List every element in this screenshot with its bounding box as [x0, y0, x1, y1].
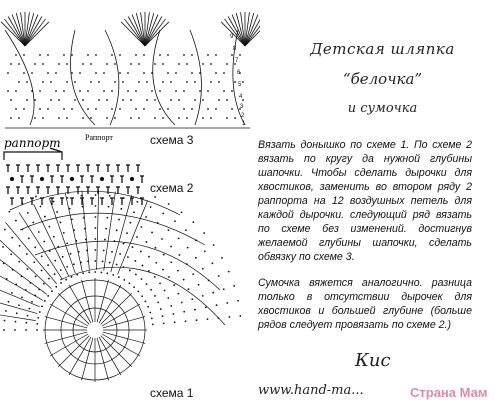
title-line2: “белочка” [342, 70, 423, 88]
scheme1-label: схема 1 [150, 386, 194, 400]
signature: Кис [355, 350, 391, 371]
title-line1: Детская шляпка [310, 40, 455, 58]
svg-text:8: 8 [233, 46, 237, 52]
svg-text:7: 7 [235, 58, 239, 64]
svg-text:3: 3 [240, 104, 244, 110]
watermark: Страна Мам [410, 385, 488, 400]
svg-text:9: 9 [230, 34, 234, 40]
scheme3-edging [1, 12, 260, 128]
scheme3-label: схема 3 [150, 133, 194, 147]
scheme1-round [0, 190, 225, 382]
svg-text:6: 6 [237, 70, 241, 76]
title-line3: и сумочка [347, 101, 418, 116]
svg-text:5: 5 [238, 82, 242, 88]
instructions-hat: Вязать донышко по схеме 1. По схеме 2 вязать по кругу да нужной глубины шапочки. Чтобы сделать дырочки для хвостиков, заменить во втором ряду 2 раппорта на 12 воздушных петель для каждой дырочки. следующий ряд вязать по схеме без изменений. достигнув желаемой глубины шапочки, сделать обвязку по схеме 3. [258, 139, 472, 263]
svg-text:1: 1 [242, 121, 246, 127]
scheme2-rows [6, 165, 144, 205]
site-url: www.hand-ma... [258, 383, 364, 398]
row-numbers [230, 34, 246, 127]
scheme3-stitches [7, 54, 244, 119]
rapport-label-left: раппорт [4, 136, 61, 150]
svg-text:2: 2 [241, 113, 245, 119]
scheme2-label: схема 2 [150, 181, 194, 195]
instructions-bag: Сумочка вяжется аналогично. разница только в отсутствии дырочек для хвостиков и большей глубине (больше рядов следует провязать по схеме 2.) [258, 277, 472, 331]
svg-text:4: 4 [239, 94, 243, 100]
rapport-label-upper: Раппорт [85, 133, 113, 142]
instructions [258, 138, 472, 344]
